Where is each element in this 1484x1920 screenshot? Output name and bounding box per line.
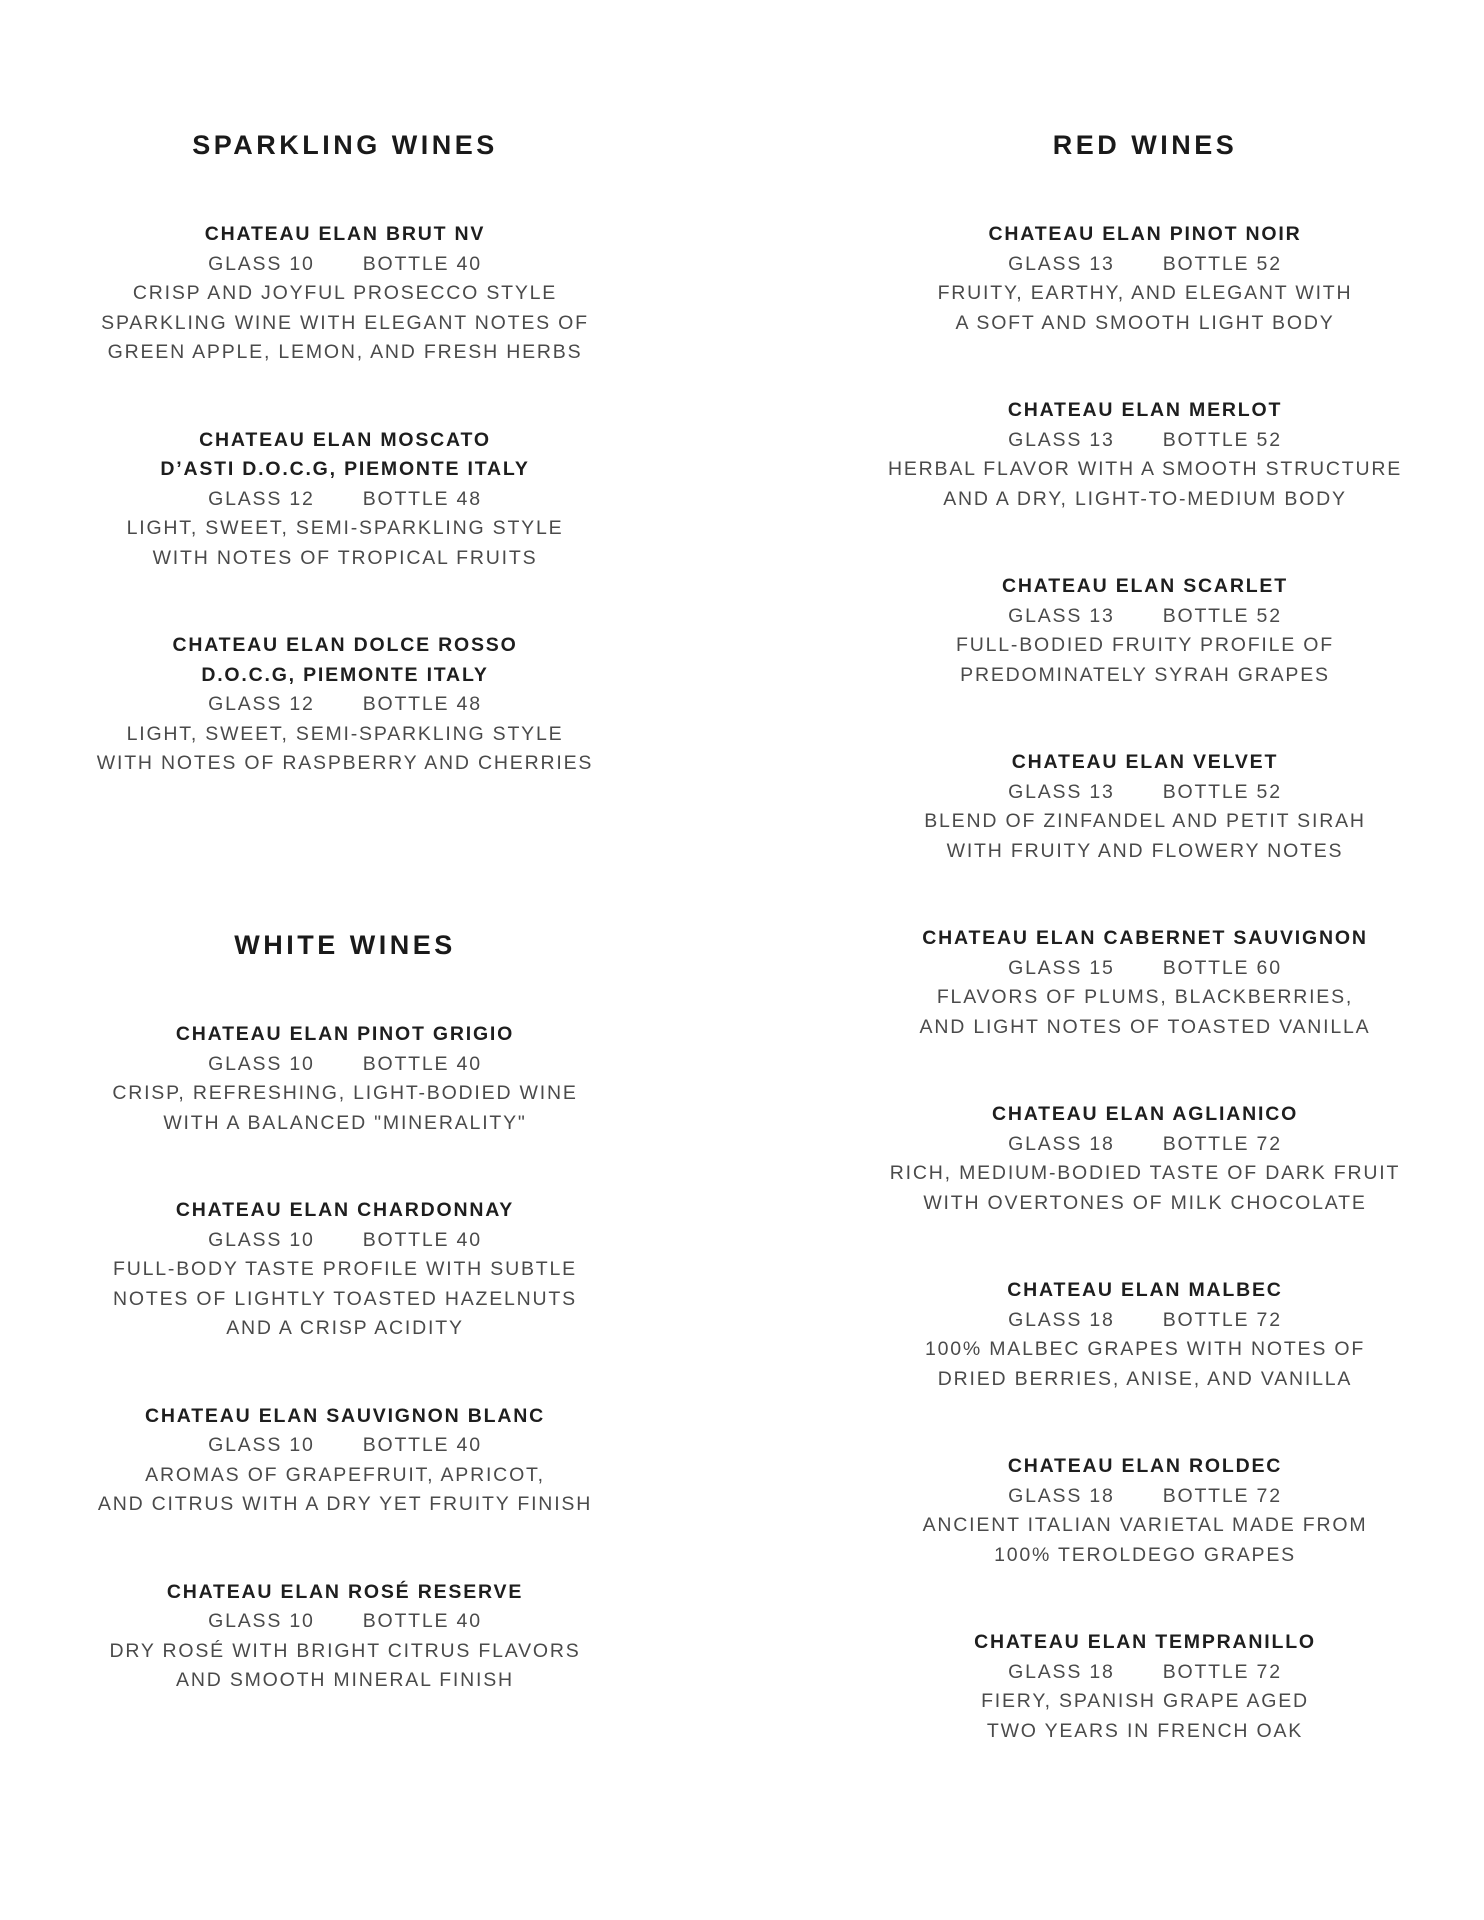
glass-price: GLASS 13 bbox=[1008, 780, 1115, 803]
bottle-price: BOTTLE 40 bbox=[362, 252, 482, 275]
wine-description bbox=[45, 1461, 645, 1520]
wine-name: CHATEAU ELAN DOLCE ROSSO bbox=[172, 634, 518, 656]
description-line: PREDOMINATELY SYRAH GRAPES bbox=[960, 663, 1330, 686]
glass-price: GLASS 18 bbox=[1008, 1308, 1115, 1331]
glass-price: GLASS 18 bbox=[1008, 1484, 1115, 1507]
description-line: BLEND OF ZINFANDEL AND PETIT SIRAH bbox=[924, 810, 1366, 832]
wine-name: CHATEAU ELAN AGLIANICO bbox=[991, 1103, 1299, 1125]
wine-prices bbox=[845, 1306, 1445, 1336]
description-line: AND SMOOTH MINERAL FINISH bbox=[176, 1669, 514, 1691]
description-line: DRIED BERRIES, ANISE, AND VANILLA bbox=[937, 1367, 1353, 1390]
wine-name: CHATEAU ELAN SAUVIGNON BLANC bbox=[145, 1404, 545, 1427]
wine-item bbox=[45, 1196, 645, 1344]
wine-name: CHATEAU ELAN PINOT GRIGIO bbox=[175, 1023, 515, 1045]
wine-name: CHATEAU ELAN SCARLET bbox=[1002, 575, 1288, 597]
description-line: AND A CRISP ACIDITY bbox=[226, 1317, 464, 1339]
wine-description bbox=[845, 1687, 1445, 1746]
wine-item bbox=[845, 572, 1445, 690]
bottle-price: BOTTLE 72 bbox=[1162, 1308, 1282, 1331]
bottle-price: BOTTLE 72 bbox=[1162, 1484, 1282, 1507]
wine-name: CHATEAU ELAN MERLOT bbox=[1007, 399, 1283, 421]
wine-description bbox=[845, 279, 1445, 338]
section-title-white: WHITE WINES bbox=[234, 930, 456, 960]
wine-item bbox=[45, 631, 645, 779]
wine-name: D.O.C.G, PIEMONTE ITALY bbox=[201, 663, 489, 686]
glass-price: GLASS 13 bbox=[1008, 604, 1115, 627]
description-line: FIERY, SPANISH GRAPE AGED bbox=[981, 1690, 1309, 1712]
wine-description bbox=[845, 455, 1445, 514]
bottle-price: BOTTLE 48 bbox=[362, 693, 482, 715]
description-line: CRISP, REFRESHING, LIGHT-BODIED WINE bbox=[112, 1082, 578, 1104]
glass-price: GLASS 15 bbox=[1008, 956, 1115, 979]
glass-price: GLASS 13 bbox=[1008, 252, 1115, 275]
wine-item bbox=[845, 1452, 1445, 1570]
description-line: WITH NOTES OF RASPBERRY AND CHERRIES bbox=[96, 752, 594, 774]
wine-description bbox=[45, 1255, 645, 1344]
bottle-price: BOTTLE 40 bbox=[362, 1434, 482, 1456]
wine-description bbox=[845, 807, 1445, 866]
bottle-price: BOTTLE 40 bbox=[362, 1610, 482, 1632]
glass-price: GLASS 13 bbox=[1008, 428, 1115, 451]
glass-price: GLASS 10 bbox=[208, 252, 315, 275]
description-line: FLAVORS OF PLUMS, BLACKBERRIES, bbox=[936, 986, 1354, 1008]
wine-name: CHATEAU ELAN BRUT NV bbox=[204, 223, 486, 245]
glass-price: GLASS 18 bbox=[1008, 1660, 1115, 1683]
wine-prices bbox=[45, 1226, 645, 1256]
description-line: ANCIENT ITALIAN VARIETAL MADE FROM bbox=[922, 1514, 1368, 1536]
wine-description bbox=[845, 1335, 1445, 1394]
wine-prices bbox=[845, 778, 1445, 808]
glass-price: GLASS 12 bbox=[208, 487, 315, 510]
wine-item bbox=[45, 1578, 645, 1696]
description-line: NOTES OF LIGHTLY TOASTED HAZELNUTS bbox=[113, 1287, 577, 1310]
bottle-price: BOTTLE 60 bbox=[1162, 956, 1282, 979]
wine-item bbox=[845, 1100, 1445, 1218]
wine-prices bbox=[845, 602, 1445, 632]
wine-item bbox=[845, 924, 1445, 1042]
description-line: SPARKLING WINE WITH ELEGANT NOTES OF bbox=[101, 311, 589, 334]
wine-item bbox=[845, 748, 1445, 866]
wine-list bbox=[45, 220, 645, 779]
section-title-sparkling: SPARKLING WINES bbox=[192, 130, 498, 160]
wine-list bbox=[845, 220, 1445, 1746]
glass-price: GLASS 10 bbox=[208, 1434, 315, 1456]
wine-prices bbox=[845, 426, 1445, 456]
bottle-price: BOTTLE 48 bbox=[362, 487, 482, 510]
description-line: AND CITRUS WITH A DRY YET FRUITY FINISH bbox=[97, 1493, 593, 1515]
wine-item bbox=[845, 1276, 1445, 1394]
glass-price: GLASS 10 bbox=[208, 1052, 315, 1075]
glass-price: GLASS 10 bbox=[208, 1228, 315, 1251]
wine-prices bbox=[845, 250, 1445, 280]
description-line: AND LIGHT NOTES OF TOASTED VANILLA bbox=[919, 1015, 1371, 1038]
description-line: HERBAL FLAVOR WITH A SMOOTH STRUCTURE bbox=[887, 458, 1403, 480]
wine-description bbox=[45, 720, 645, 779]
wine-name: CHATEAU ELAN CABERNET SAUVIGNON bbox=[922, 927, 1368, 949]
glass-price: GLASS 18 bbox=[1008, 1132, 1115, 1155]
wine-prices bbox=[845, 1658, 1445, 1688]
wine-name: CHATEAU ELAN ROSÉ RESERVE bbox=[166, 1580, 524, 1603]
description-line: WITH A BALANCED "MINERALITY" bbox=[163, 1111, 527, 1134]
wine-prices bbox=[45, 250, 645, 280]
wine-description bbox=[845, 983, 1445, 1042]
wine-prices bbox=[845, 1130, 1445, 1160]
wine-description bbox=[45, 279, 645, 368]
bottle-price: BOTTLE 52 bbox=[1162, 428, 1282, 451]
description-line: A SOFT AND SMOOTH LIGHT BODY bbox=[955, 311, 1335, 334]
wine-item bbox=[45, 1020, 645, 1138]
wine-prices bbox=[45, 485, 645, 515]
wine-item bbox=[845, 220, 1445, 338]
wine-name: CHATEAU ELAN MALBEC bbox=[1007, 1279, 1283, 1301]
description-line: RICH, MEDIUM-BODIED TASTE OF DARK FRUIT bbox=[889, 1162, 1401, 1184]
description-line: WITH OVERTONES OF MILK CHOCOLATE bbox=[923, 1191, 1367, 1214]
wine-name: CHATEAU ELAN VELVET bbox=[1011, 751, 1279, 773]
wine-description bbox=[45, 514, 645, 573]
description-line: DRY ROSÉ WITH BRIGHT CITRUS FLAVORS bbox=[109, 1639, 581, 1662]
description-line: FRUITY, EARTHY, AND ELEGANT WITH bbox=[937, 282, 1353, 304]
wine-list bbox=[45, 1020, 645, 1696]
bottle-price: BOTTLE 40 bbox=[362, 1228, 482, 1251]
wine-name: CHATEAU ELAN ROLDEC bbox=[1007, 1455, 1283, 1477]
wine-name: CHATEAU ELAN PINOT NOIR bbox=[988, 223, 1302, 245]
wine-description bbox=[845, 631, 1445, 690]
bottle-price: BOTTLE 72 bbox=[1162, 1660, 1282, 1683]
description-line: LIGHT, SWEET, SEMI-SPARKLING STYLE bbox=[126, 722, 564, 745]
description-line: WITH NOTES OF TROPICAL FRUITS bbox=[152, 546, 538, 569]
wine-name: CHATEAU ELAN MOSCATO bbox=[199, 428, 491, 451]
wine-description bbox=[45, 1079, 645, 1138]
description-line: AROMAS OF GRAPEFRUIT, APRICOT, bbox=[145, 1463, 545, 1486]
glass-price: GLASS 10 bbox=[208, 1610, 315, 1632]
description-line: FULL-BODIED FRUITY PROFILE OF bbox=[956, 634, 1334, 656]
wine-name: D’ASTI D.O.C.G, PIEMONTE ITALY bbox=[160, 458, 530, 480]
description-line: FULL-BODY TASTE PROFILE WITH SUBTLE bbox=[113, 1258, 577, 1280]
wine-prices bbox=[845, 954, 1445, 984]
wine-item bbox=[845, 396, 1445, 514]
wine-name: CHATEAU ELAN CHARDONNAY bbox=[175, 1199, 515, 1221]
wine-prices bbox=[45, 1431, 645, 1461]
description-line: TWO YEARS IN FRENCH OAK bbox=[986, 1719, 1304, 1742]
description-line: WITH FRUITY AND FLOWERY NOTES bbox=[946, 839, 1344, 862]
wine-prices bbox=[845, 1482, 1445, 1512]
bottle-price: BOTTLE 72 bbox=[1162, 1132, 1282, 1155]
wine-description bbox=[845, 1511, 1445, 1570]
sparkling-wines-section bbox=[45, 130, 645, 837]
wine-item bbox=[845, 1628, 1445, 1746]
wine-item bbox=[45, 1402, 645, 1520]
description-line: LIGHT, SWEET, SEMI-SPARKLING STYLE bbox=[126, 517, 564, 539]
wine-description bbox=[845, 1159, 1445, 1218]
wine-item bbox=[45, 426, 645, 574]
description-line: GREEN APPLE, LEMON, AND FRESH HERBS bbox=[107, 341, 583, 363]
bottle-price: BOTTLE 52 bbox=[1162, 252, 1282, 275]
red-wines-section bbox=[845, 130, 1445, 1804]
glass-price: GLASS 12 bbox=[208, 693, 315, 715]
bottle-price: BOTTLE 52 bbox=[1162, 604, 1282, 627]
wine-name: CHATEAU ELAN TEMPRANILLO bbox=[974, 1631, 1316, 1653]
section-title-red: RED WINES bbox=[1052, 130, 1238, 160]
description-line: AND A DRY, LIGHT-TO-MEDIUM BODY bbox=[943, 487, 1347, 510]
wine-prices bbox=[45, 1607, 645, 1637]
bottle-price: BOTTLE 40 bbox=[362, 1052, 482, 1075]
white-wines-section bbox=[45, 930, 645, 1754]
description-line: 100% MALBEC GRAPES WITH NOTES OF bbox=[924, 1338, 1366, 1360]
description-line: CRISP AND JOYFUL PROSECCO STYLE bbox=[132, 282, 558, 304]
wine-description bbox=[45, 1637, 645, 1696]
bottle-price: BOTTLE 52 bbox=[1162, 780, 1282, 803]
description-line: 100% TEROLDEGO GRAPES bbox=[994, 1543, 1296, 1566]
wine-item bbox=[45, 220, 645, 368]
wine-prices bbox=[45, 1050, 645, 1080]
wine-prices bbox=[45, 690, 645, 720]
